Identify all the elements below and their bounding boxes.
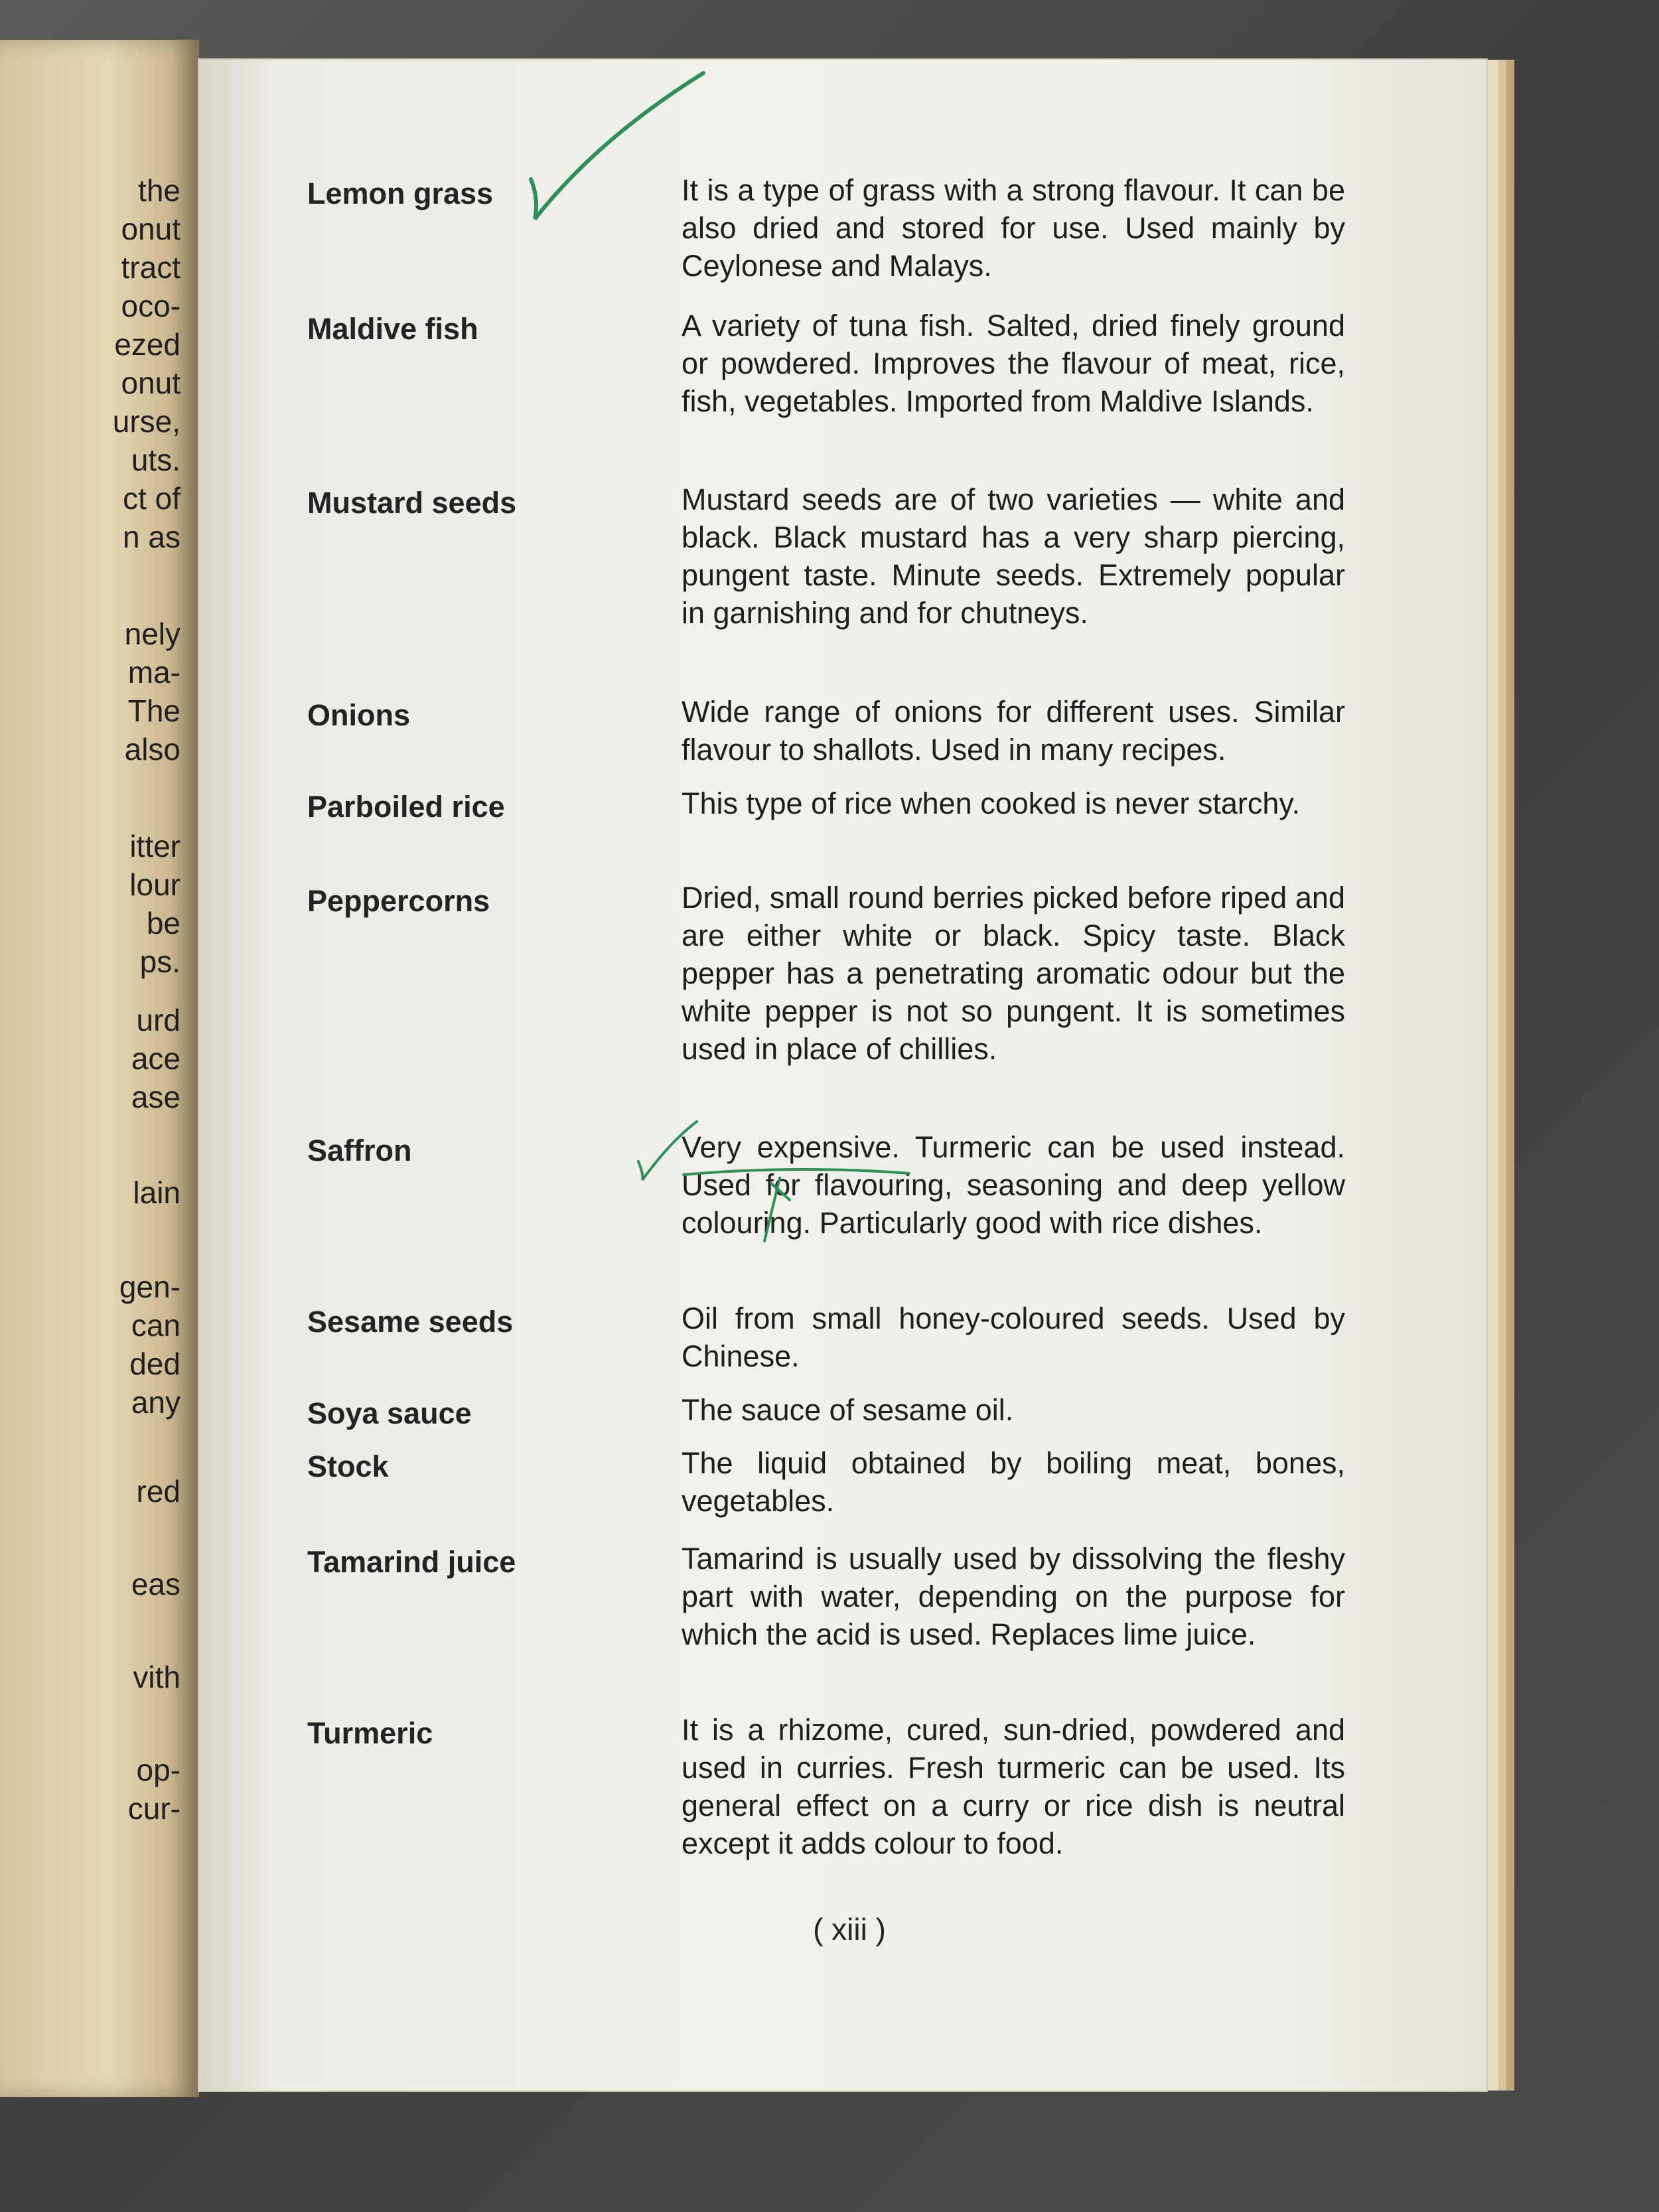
glossary-definition: Mustard seeds are of two varieties — white and black. Black mustard has a very sharp piercing, pungent taste. Minute seeds. Extremely popular in garnishing and for chutneys.	[682, 482, 1345, 630]
left-text-fragment: The	[127, 694, 180, 728]
left-text-fragment: lain	[133, 1175, 180, 1210]
left-text-fragment: any	[131, 1385, 180, 1420]
page-edges	[1486, 119, 1513, 2084]
left-text-fragment: vith	[133, 1660, 180, 1694]
glossary-definition: It is a rhizome, cured, sun-dried, powdered and used in curries. Fresh turmeric can be used. Its general effect on a curry or rice dish is neutral except it adds colour to food.	[682, 1713, 1345, 1860]
left-text-fragment: cur-	[127, 1791, 180, 1826]
glossary-definition: The liquid obtained by boiling meat, bones, vegetables.	[682, 1446, 1345, 1518]
left-text-fragment: nely	[124, 617, 180, 651]
left-text-fragment: ase	[131, 1080, 180, 1114]
left-text-fragment: oco-	[121, 289, 180, 323]
left-text-fragment: uts.	[131, 443, 180, 477]
left-text-fragment: ma-	[127, 655, 180, 690]
left-text-fragment: urd	[136, 1003, 180, 1037]
glossary-term: Lemon grass	[307, 177, 494, 210]
left-text-fragment: n as	[123, 520, 180, 554]
glossary-definition: This type of rice when cooked is never starchy.	[682, 786, 1301, 820]
glossary-term: Soya sauce	[307, 1396, 472, 1430]
right-page	[199, 60, 1486, 2091]
glossary-definition: Dried, small round berries picked before riped and are either white or black. Spicy taste. Black pepper has a penetrating aromatic odour but the white pepper is not so pungent. It is sometimes used in place of chillies.	[682, 881, 1345, 1066]
left-text-fragment: op-	[136, 1753, 180, 1787]
left-text-fragment: onut	[121, 212, 180, 246]
left-text-fragment: onut	[121, 366, 180, 400]
left-text-fragment: urse,	[112, 404, 180, 439]
left-text-fragment: tract	[121, 250, 180, 285]
left-text-fragment: ps.	[139, 944, 180, 979]
left-text-fragment: eas	[131, 1567, 180, 1601]
glossary-term: Mustard seeds	[307, 486, 517, 520]
glossary-term: Saffron	[307, 1134, 412, 1167]
left-text-fragment: the	[138, 173, 180, 208]
glossary-definition: The sauce of sesame oil.	[682, 1393, 1014, 1427]
glossary-term: Turmeric	[307, 1716, 433, 1750]
glossary-term: Maldive fish	[307, 312, 478, 346]
page-number: ( xiii )	[813, 1912, 886, 1947]
glossary-term: Sesame seeds	[307, 1305, 514, 1339]
left-text-fragment: ezed	[114, 327, 180, 362]
left-text-fragment: gen-	[119, 1270, 180, 1304]
glossary-definition: Tamarind is usually used by dissolving the fleshy part with water, depending on the purpose for which the acid is used. Replaces lime juice.	[682, 1542, 1345, 1651]
left-text-fragment: lour	[129, 867, 180, 902]
left-text-fragment: can	[131, 1308, 180, 1343]
glossary-definition: It is a type of grass with a strong flavour. It can be also dried and stored for use. Used mainly by Ceylonese and Malays.	[682, 173, 1345, 283]
left-page	[0, 40, 199, 2097]
glossary-term: Peppercorns	[307, 884, 490, 918]
left-text-fragment: also	[124, 732, 180, 767]
glossary-term: Stock	[307, 1449, 389, 1483]
left-text-fragment: be	[146, 906, 180, 940]
glossary-definition: A variety of tuna fish. Salted, dried finely ground or powdered. Improves the flavour of meat, rice, fish, vegetables. Imported from Maldive Islands.	[682, 309, 1345, 418]
glossary-definition: Oil from small honey-coloured seeds. Used by Chinese.	[682, 1301, 1345, 1373]
left-text-fragment: red	[136, 1474, 180, 1509]
glossary-term: Tamarind juice	[307, 1545, 516, 1579]
glossary-definition: Very expensive. Turmeric can be used instead. Used for flavouring, seasoning and deep yellow colouring. Particularly good with rice dishes.	[682, 1130, 1345, 1240]
glossary-definition: Wide range of onions for different uses. Similar flavour to shallots. Used in many recipes.	[682, 695, 1345, 767]
left-text-fragment: ace	[131, 1041, 180, 1076]
glossary-term: Onions	[307, 698, 410, 732]
left-text-fragment: ded	[129, 1347, 180, 1381]
left-text-fragment: ct of	[123, 481, 180, 516]
left-text-fragment: itter	[129, 829, 180, 863]
glossary-term: Parboiled rice	[307, 790, 505, 824]
